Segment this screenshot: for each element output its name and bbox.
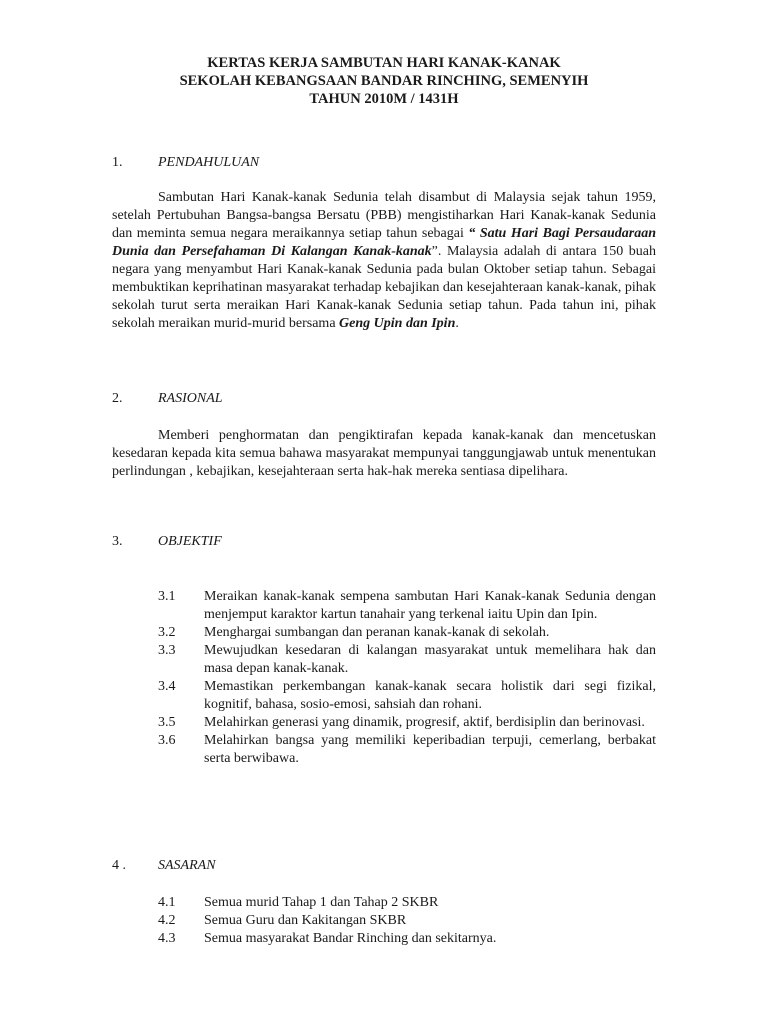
- list-item-number: 4.1: [158, 895, 176, 910]
- section-label: PENDAHULUAN: [158, 155, 260, 170]
- list-item: [158, 732, 656, 768]
- section-2-heading: [112, 391, 223, 407]
- list-item-number: 3.5: [158, 715, 176, 730]
- list-item-text: Meraikan kanak-kanak sempena sambutan Hari Kanak-kanak Sedunia dengan menjemput karaktor kartun tanahair yang terkenal iaitu Upin dan Ipin.: [204, 589, 656, 622]
- title-line-2: SEKOLAH KEBANGSAAN BANDAR RINCHING, SEMENYIH: [179, 73, 589, 89]
- paragraph-text: Sambutan Hari Kanak-kanak Sedunia telah disambut di Malaysia sejak tahun 1959, setelah Pertubuhan Bangsa-bangsa Bersatu (PBB) mengistiharkan Hari Kanak-kanak Sedunia dan meminta semua negara meraikannya setiap tahun sebagai: [112, 190, 656, 241]
- title-line-1: KERTAS KERJA SAMBUTAN HARI KANAK-KANAK: [207, 55, 561, 71]
- list-item-text: Mewujudkan kesedaran di kalangan masyarakat untuk memelihara hak dan masa depan kanak-kanak.: [204, 643, 656, 676]
- list-item-number: 4.3: [158, 931, 176, 946]
- list-item-text: Memastikan perkembangan kanak-kanak secara holistik dari segi fizikal, kognitif, bahasa, sosio-emosi, sahsiah dan rohani.: [204, 679, 656, 712]
- list-item: [158, 930, 656, 948]
- section-number: 2.: [112, 391, 123, 406]
- paragraph-text: ”. Malaysia adalah di antara 150 buah negara yang menyambut Hari Kanak-kanak Sedunia pada bulan Oktober setiap tahun. Sebagai membuktikan keprihatinan masyarakat terhadap kebajikan dan kesejahteraan kanak-kanak, pihak sekolah turut serta meraikan Hari Kanak-kanak Sedunia setiap tahun. Pada tahun ini, pihak sekolah meraikan murid-murid bersama: [112, 244, 657, 331]
- list-item-text: Melahirkan bangsa yang memiliki keperibadian terpuji, cemerlang, berbakat serta berwibawa.: [204, 733, 656, 766]
- list-item-text: Semua Guru dan Kakitangan SKBR: [204, 913, 407, 928]
- list-item-number: 3.3: [158, 643, 176, 658]
- list-item: [158, 714, 656, 732]
- list-item: [158, 678, 656, 714]
- document-title: [0, 54, 768, 108]
- list-item: [158, 642, 656, 678]
- section-1-paragraph: [112, 189, 656, 333]
- section-number: 4 .: [112, 858, 126, 873]
- list-item: [158, 624, 656, 642]
- emphasis-text: “ Satu Hari Bagi Persaudaraan Dunia dan Persefahaman Di Kalangan Kanak-kanak: [112, 226, 656, 259]
- section-4-heading: [112, 858, 216, 874]
- paragraph-text: .: [455, 316, 459, 331]
- list-item-number: 3.4: [158, 679, 176, 694]
- list-item: [158, 912, 656, 930]
- list-item-number: 3.2: [158, 625, 176, 640]
- list-item-text: Semua murid Tahap 1 dan Tahap 2 SKBR: [204, 895, 439, 910]
- section-number: 3.: [112, 534, 123, 549]
- section-1-heading: [112, 155, 259, 171]
- section-2-paragraph: [112, 427, 656, 481]
- section-number: 1.: [112, 155, 123, 170]
- list-item-text: Melahirkan generasi yang dinamik, progresif, aktif, berdisiplin dan berinovasi.: [204, 715, 645, 730]
- list-item-text: Semua masyarakat Bandar Rinching dan sekitarnya.: [204, 931, 497, 946]
- list-item: [158, 588, 656, 624]
- list-item-number: 4.2: [158, 913, 176, 928]
- section-3-heading: [112, 534, 222, 550]
- title-line-3: TAHUN 2010M / 1431H: [309, 91, 459, 107]
- section-label: RASIONAL: [158, 391, 223, 406]
- list-item-text: Menghargai sumbangan dan peranan kanak-kanak di sekolah.: [204, 625, 550, 640]
- section-label: OBJEKTIF: [158, 534, 222, 549]
- target-list: [158, 894, 656, 948]
- list-item: [158, 894, 656, 912]
- list-item-number: 3.1: [158, 589, 176, 604]
- section-label: SASARAN: [158, 858, 216, 873]
- emphasis-text: Geng Upin dan Ipin: [339, 316, 456, 331]
- paragraph-text: Memberi penghormatan dan pengiktirafan kepada kanak-kanak dan mencetuskan kesedaran kepada kita semua bahawa masyarakat mempunyai tanggungjawab untuk menentukan perlindungan , kebajikan, kesejahteraan serta hak-hak mereka sentiasa dipelihara.: [112, 428, 656, 479]
- list-item-number: 3.6: [158, 733, 176, 748]
- objective-list: [158, 588, 656, 768]
